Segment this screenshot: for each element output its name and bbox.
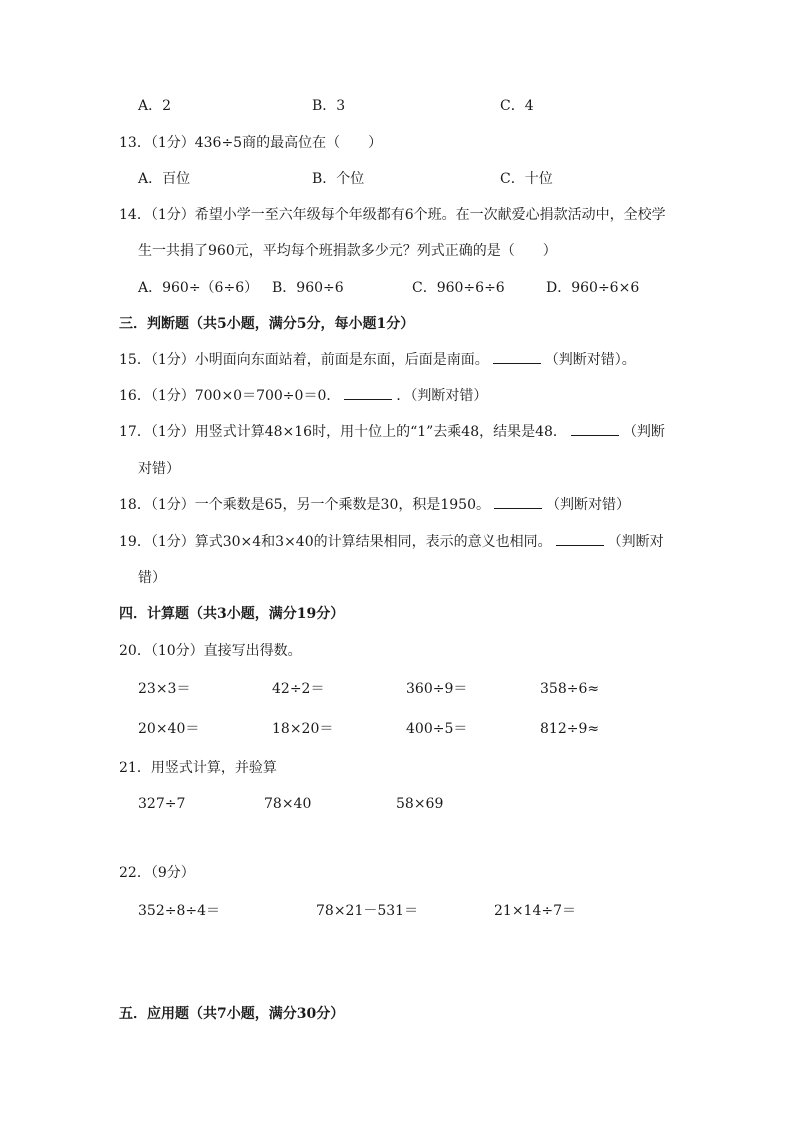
q20-item: 400÷5＝ bbox=[406, 721, 468, 737]
q16-answer-blank[interactable] bbox=[344, 387, 392, 400]
section-3-title: 三．判断题（共5小题，满分5分，每小题1分） bbox=[119, 316, 415, 332]
q22-stem: 22．（9分） bbox=[119, 865, 195, 881]
q18-answer-blank[interactable] bbox=[494, 496, 542, 509]
q20-item: 18×20＝ bbox=[272, 721, 334, 737]
q22-item: 78×21－531＝ bbox=[316, 903, 419, 919]
q15 bbox=[119, 350, 636, 370]
q17 bbox=[119, 422, 665, 442]
q15-suffix: （判断对错）。 bbox=[544, 352, 636, 368]
q17-line2: 对错） bbox=[138, 461, 180, 477]
q14-option-a: A．960÷（6÷6） bbox=[138, 280, 259, 296]
q14-stem-line1: 14．（1分）希望小学一至六年级每个年级都有6个班。在一次献爱心捐款活动中，全校学 bbox=[119, 207, 666, 223]
q12-option-b: B．3 bbox=[312, 98, 346, 114]
q19-answer-blank[interactable] bbox=[556, 533, 604, 546]
q17-answer-blank[interactable] bbox=[571, 423, 619, 436]
q12-option-a: A．2 bbox=[138, 98, 172, 114]
q16-suffix: ．（判断对错） bbox=[396, 388, 488, 404]
q18-stem: 18．（1分）一个乘数是65，另一个乘数是30，积是1950。 bbox=[119, 497, 490, 513]
q17-suffix: （判断 bbox=[622, 424, 665, 440]
q21-stem: 21．用竖式计算，并验算 bbox=[119, 760, 277, 776]
q21-item: 327÷7 bbox=[138, 796, 186, 812]
q19-stem: 19．（1分）算式30×4和3×40的计算结果相同，表示的意义也相同。 bbox=[119, 534, 552, 550]
q17-stem: 17．（1分）用竖式计算48×16时，用十位上的“1”去乘48，结果是48． bbox=[119, 424, 567, 440]
q13-option-a: A．百位 bbox=[138, 171, 191, 187]
q18-suffix: （判断对错） bbox=[545, 497, 630, 513]
q19 bbox=[119, 532, 664, 552]
section-5-title: 五．应用题（共7小题，满分30分） bbox=[119, 1006, 345, 1022]
q16-stem: 16．（1分）700×0＝700÷0＝0． bbox=[119, 388, 341, 404]
q21-item: 58×69 bbox=[396, 796, 444, 812]
q18 bbox=[119, 495, 630, 515]
q14-option-b: B．960÷6 bbox=[272, 280, 344, 296]
q13-option-c: C．十位 bbox=[500, 171, 553, 187]
q14-stem-line2: 生一共捐了960元，平均每个班捐款多少元？列式正确的是（ ） bbox=[138, 243, 557, 259]
section-4-title: 四．计算题（共3小题，满分19分） bbox=[119, 606, 345, 622]
q12-option-c: C．4 bbox=[500, 98, 534, 114]
q13-option-b: B．个位 bbox=[312, 171, 365, 187]
q20-stem: 20．（10分）直接写出得数。 bbox=[119, 643, 302, 659]
q20-item: 358÷6≈ bbox=[540, 681, 600, 697]
q20-item: 360÷9＝ bbox=[406, 681, 468, 697]
q19-line2: 错） bbox=[138, 570, 166, 586]
q20-item: 812÷9≈ bbox=[540, 721, 600, 737]
q20-item: 42÷2＝ bbox=[272, 681, 325, 697]
q22-item: 352÷8÷4＝ bbox=[138, 903, 220, 919]
q20-item: 20×40＝ bbox=[138, 721, 200, 737]
q15-stem: 15．（1分）小明面向东面站着，前面是东面，后面是南面。 bbox=[119, 352, 489, 368]
q21-item: 78×40 bbox=[264, 796, 312, 812]
q22-item: 21×14÷7＝ bbox=[494, 903, 576, 919]
q15-answer-blank[interactable] bbox=[493, 351, 541, 364]
q13-stem: 13．（1分）436÷5商的最高位在（ ） bbox=[119, 135, 383, 151]
q14-option-d: D．960÷6×6 bbox=[546, 280, 640, 296]
q14-option-c: C．960÷6÷6 bbox=[412, 280, 505, 296]
q20-item: 23×3＝ bbox=[138, 681, 191, 697]
q19-suffix: （判断对 bbox=[607, 534, 664, 550]
q16 bbox=[119, 386, 487, 406]
